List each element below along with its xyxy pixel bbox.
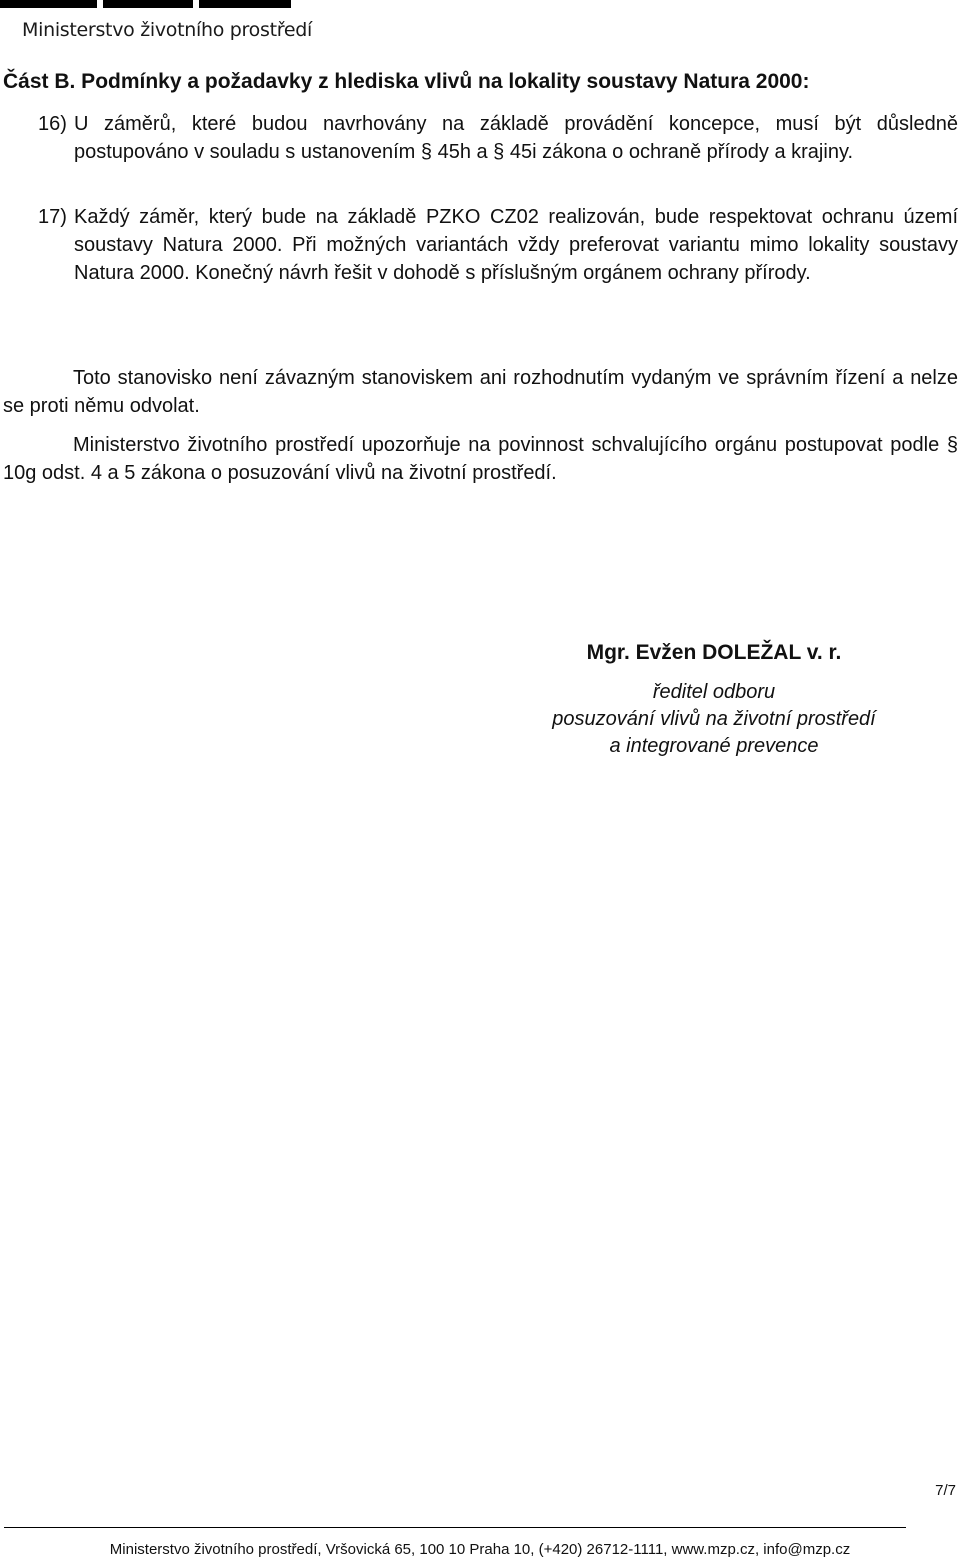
paragraph-disclaimer: Toto stanovisko není závazným stanoviskem ani rozhodnutím vydaným ve správním řízení a nelze se proti němu odvolat. <box>3 367 958 417</box>
signature-role <box>480 679 948 760</box>
signature-role-line: ředitel odboru <box>652 681 776 703</box>
list-item-text: U záměrů, které budou navrhovány na základě provádění koncepce, musí být důsledně postupováno v souladu s ustanovením § 45h a § 45i zákona o ochraně přírody a krajiny. <box>74 113 958 163</box>
header-bar <box>0 0 97 8</box>
list-item <box>38 203 958 287</box>
list-item-number: 16) <box>38 113 67 135</box>
section-title: Část B. Podmínky a požadavky z hlediska vlivů na lokality soustavy Natura 2000: <box>3 70 810 93</box>
signature-role-line: posuzování vlivů na životní prostředí <box>552 708 876 730</box>
list-item-text: Každý záměr, který bude na základě PZKO CZ02 realizován, bude respektovat ochranu území soustavy Natura 2000. Při možných variantách vždy preferovat variantu mimo lokality soustavy Natura 2000. Konečný návrh řešit v dohodě s příslušným orgánem ochrany přírody. <box>74 206 958 284</box>
ministry-logo-text: Ministerstvo životního prostředí <box>22 19 312 41</box>
signature-name: Mgr. Evžen DOLEŽAL v. r. <box>586 641 842 664</box>
header-decor-bars <box>0 0 291 8</box>
footer-contact: Ministerstvo životního prostředí, Vršovická 65, 100 10 Praha 10, (+420) 26712-1111, www.mzp.cz, info@mzp.cz <box>109 1541 851 1558</box>
signature-role-line: a integrované prevence <box>609 735 819 757</box>
page-number: 7/7 <box>935 1482 956 1499</box>
footer-divider <box>4 1527 906 1528</box>
header-bar <box>199 0 291 8</box>
list-item <box>38 110 958 166</box>
paragraph-notice: Ministerstvo životního prostředí upozorňuje na povinnost schvalujícího orgánu postupovat podle § 10g odst. 4 a 5 zákona o posuzování vlivů na životní prostředí. <box>3 434 958 484</box>
list-item-number: 17) <box>38 206 67 228</box>
header-bar <box>103 0 193 8</box>
